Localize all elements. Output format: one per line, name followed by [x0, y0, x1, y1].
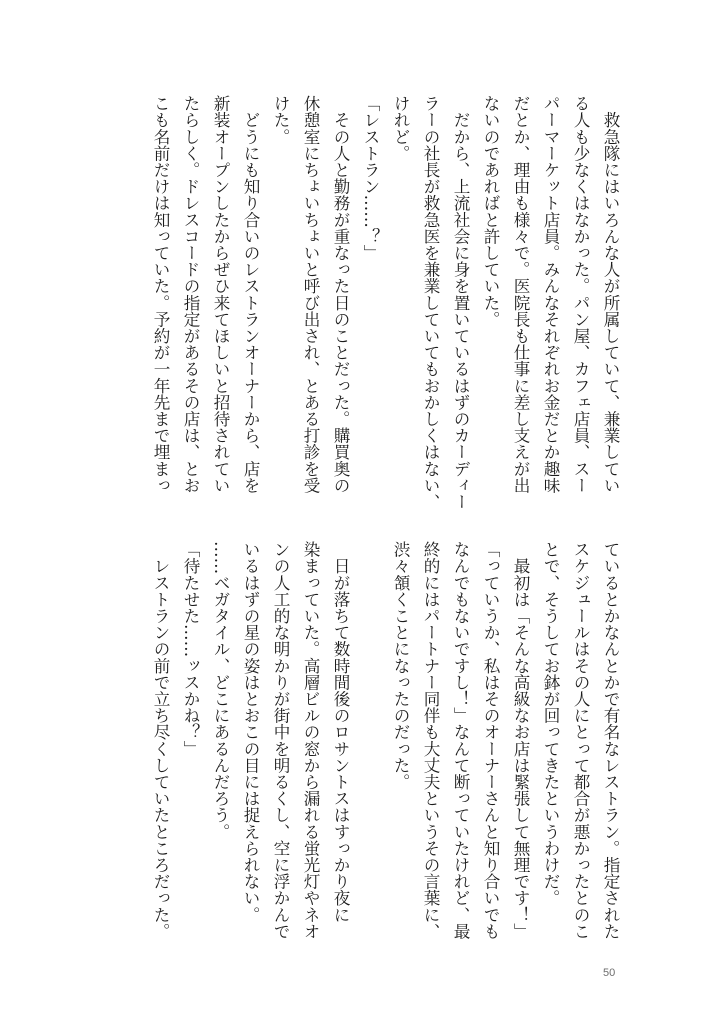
text-column: その人と勤務が重なった日のことだった。購買奥の [331, 95, 350, 494]
dialogue-column: 「待たせた……ッスかね？」 [181, 541, 200, 757]
dialogue-column: 「っていうか、私はそのオーナーさんと知り合いでも [481, 541, 500, 940]
text-column: ラーの社長が救急医を兼業していてもおかしくはない、 [421, 95, 440, 510]
text-column: 日が落ちて数時間後のロサントスはすっかり夜に [331, 541, 350, 923]
text-column: パーマーケット店員。みんなそれぞれお金だとか趣味 [541, 95, 560, 494]
page-number: 50 [603, 967, 616, 979]
text-column: 休憩室にちょいちょいと呼び出され、とある打診を受 [301, 95, 320, 494]
dialogue-column: 最初は「そんな高級なお店は緊張して無理です！」 [511, 541, 530, 940]
text-column: 渋々頷くことになったのだった。 [391, 541, 410, 790]
text-column: 救急隊にはいろんな人が所属していて、兼業してい [601, 95, 620, 494]
text-column: けた。 [271, 95, 290, 145]
text-column: だから、上流社会に身を置いているはずのカーディー [451, 95, 470, 510]
text-column: けれど。 [391, 95, 410, 162]
text-column: ンの人工的な明かりが街中を明るくし、空に浮かんで [271, 541, 290, 940]
text-column: レストランの前で立ち尽くしていたところだった。 [151, 541, 170, 940]
text-column: ているとかなんとかで有名なレストラン。指定された [601, 541, 620, 940]
dialogue-column: 「レストラン……？」 [361, 95, 380, 261]
text-column: とで、そうしてお鉢が回ってきたというわけだ。 [541, 541, 560, 907]
text-column: 新装オープンしたからぜひ来てほしいと招待されてい [211, 95, 230, 494]
text-column: る人も少なくはなかった。パン屋、カフェ店員、スー [571, 95, 590, 494]
text-column: たらしく。ドレスコードの指定があるその店は、とお [181, 95, 200, 494]
text-column: だとか、理由も様々で。医院長も仕事に差し支えが出 [511, 95, 530, 494]
text-column: なんでもないですし！」なんて断っていたけれど、最 [451, 541, 470, 940]
lower-text-block [145, 541, 625, 941]
upper-text-block [145, 95, 625, 510]
text-column: どうにも知り合いのレストランオーナーから、店を [241, 95, 260, 494]
thought-column: ……ベガタイル、どこにあるんだろう。 [211, 541, 230, 840]
text-column: 染まっていた。高層ビルの窓から漏れる蛍光灯やネオ [301, 541, 320, 940]
text-column: ないのであればと許していた。 [481, 95, 500, 328]
text-column: 終的にはパートナー同伴も大丈夫というその言葉に、 [421, 541, 440, 940]
text-column: いるはずの星の姿はとおこの目には捉えられない。 [241, 541, 260, 923]
scene-break [355, 541, 385, 941]
text-column: こも名前だけは知っていた。予約が一年先まで埋まっ [151, 95, 170, 494]
text-column: スケジュールはその人にとって都合が悪かったとのこ [571, 541, 590, 940]
